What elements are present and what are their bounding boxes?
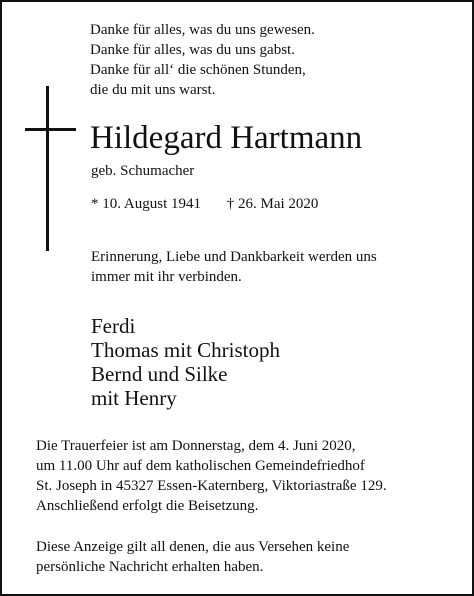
funeral-line: Anschließend erfolgt die Beisetzung. [36, 498, 259, 514]
memory-text [91, 247, 377, 287]
death-date: † 26. Mai 2020 [226, 196, 319, 212]
notice-line: persönliche Nachricht erhalten haben. [36, 559, 264, 575]
mourner: mit Henry [91, 386, 177, 410]
mourner: Thomas mit Christoph [91, 338, 280, 362]
cross-icon [46, 86, 49, 251]
mourner: Bernd und Silke [91, 362, 228, 386]
memory-line: Erinnerung, Liebe und Dankbarkeit werden uns [91, 249, 377, 265]
life-dates [91, 196, 318, 213]
funeral-details [36, 436, 387, 516]
birth-date: * 10. August 1941 [91, 196, 202, 212]
mourners-list [91, 314, 280, 410]
notice-line: Diese Anzeige gilt all denen, die aus Versehen keine [36, 539, 350, 555]
funeral-line: Die Trauerfeier ist am Donnerstag, dem 4. Juni 2020, [36, 438, 356, 454]
memory-line: immer mit ihr verbinden. [91, 269, 242, 285]
poem-line: die du mit uns warst. [90, 82, 216, 98]
poem-line: Danke für alles, was du uns gewesen. [90, 22, 315, 38]
deceased-name: Hildegard Hartmann [90, 120, 363, 156]
mourner: Ferdi [91, 314, 136, 338]
maiden-name: geb. Schumacher [91, 163, 195, 179]
funeral-line: um 11.00 Uhr auf dem katholischen Gemeindefriedhof [36, 458, 365, 474]
poem [90, 20, 315, 100]
poem-line: Danke für all‘ die schönen Stunden, [90, 62, 306, 78]
funeral-line: St. Joseph in 45327 Essen-Katernberg, Viktoriastraße 129. [36, 478, 387, 494]
cross-icon-bar [25, 128, 76, 131]
poem-line: Danke für alles, was du uns gabst. [90, 42, 295, 58]
notice-text [36, 537, 349, 577]
